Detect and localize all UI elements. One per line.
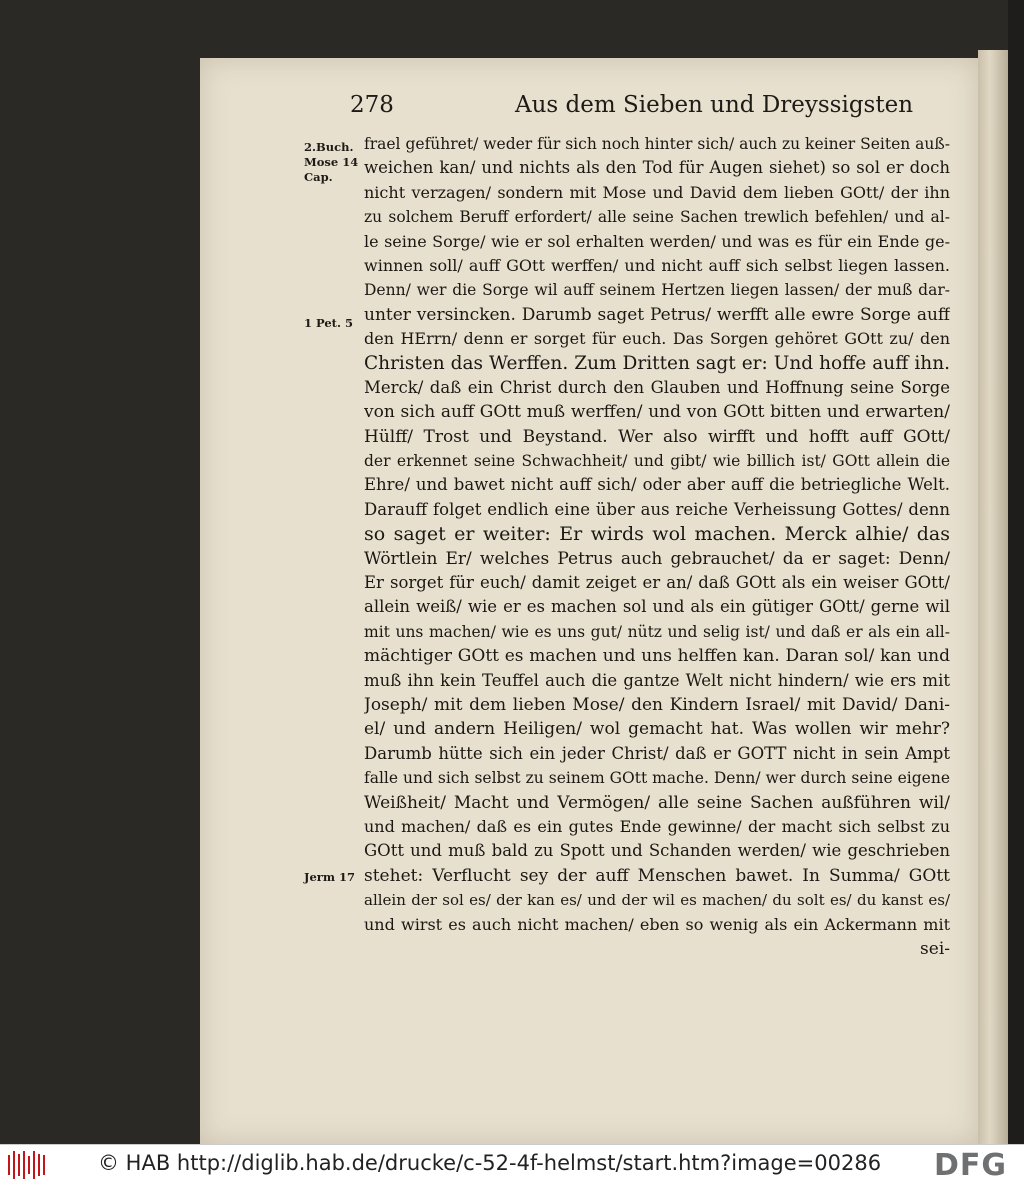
text-line: el/ und andern Heiligen/ wol gemacht hat. Was wollen wir mehr? xyxy=(364,719,950,740)
text-line: den HErrn/ denn er sorget für euch. Das Sorgen gehöret GOtt zu/ den xyxy=(364,329,950,349)
copyright-link[interactable]: © HAB http://diglib.hab.de/drucke/c-52-4f-helmst/start.htm?image=00286 xyxy=(98,1151,882,1175)
book-page xyxy=(200,58,978,1144)
book-page-edge xyxy=(978,50,1008,1144)
text-line: stehet: Verflucht sey der auff Menschen bawet. In Summa/ GOtt xyxy=(364,865,950,886)
text-line: von sich auff GOtt muß werffen/ und von GOtt bitten und erwarten/ xyxy=(364,402,950,423)
text-line: zu solchem Beruff erfordert/ alle seine Sachen trewlich befehlen/ und al- xyxy=(364,208,950,227)
text-line: Merck/ daß ein Christ durch den Glauben und Hoffnung seine Sorge xyxy=(364,377,950,397)
text-line: weichen kan/ und nichts als den Tod für Augen siehet) so sol er doch xyxy=(364,158,950,178)
page-header xyxy=(350,88,950,124)
text-line: und machen/ daß es ein gutes Ende gewinne/ der macht sich selbst zu xyxy=(364,816,950,836)
body-text xyxy=(364,132,950,961)
text-line: muß ihn kein Teuffel auch die gantze Welt nicht hindern/ wie ers mit xyxy=(364,670,950,690)
text-line: allein der sol es/ der kan es/ und der wil es machen/ du solt es/ du kanst es/ xyxy=(364,891,950,910)
margin-note: Jerm 17 xyxy=(304,870,355,884)
text-line: Christen das Werffen. Zum Dritten sagt er: Und hoffe auff ihn. xyxy=(364,352,950,374)
text-line: Denn/ wer die Sorge wil auff seinem Hertzen liegen lassen/ der muß dar- xyxy=(364,281,950,300)
text-line: mächtiger GOtt es machen und uns helffen kan. Daran sol/ kan und xyxy=(364,646,950,667)
hab-logo-icon xyxy=(8,1151,48,1179)
text-line: nicht verzagen/ sondern mit Mose und David dem lieben GOtt/ der ihn xyxy=(364,182,950,202)
text-line: Weißheit/ Macht und Vermögen/ alle seine Sachen außführen wil/ xyxy=(364,792,950,813)
text-line: Darumb hütte sich ein jeder Christ/ daß er GOTT nicht in sein Ampt xyxy=(364,743,950,763)
dfg-logo: DFG xyxy=(934,1148,1008,1183)
text-line: Wörtlein Er/ welches Petrus auch gebrauchet/ da er saget: Denn/ xyxy=(364,548,950,569)
page-number: 278 xyxy=(350,92,394,118)
text-line: Darauff folget endlich eine über aus reiche Verheissung Gottes/ denn xyxy=(364,499,950,519)
text-line: allein weiß/ wie er es machen sol und als ein gütiger GOtt/ gerne wil xyxy=(364,597,950,617)
text-line: Er sorget für euch/ damit zeiget er an/ daß GOtt als ein weiser GOtt/ xyxy=(364,573,950,593)
text-line: unter versincken. Darumb saget Petrus/ werfft alle ewre Sorge auff xyxy=(364,304,950,325)
margin-note: 2.Buch. Mose 14 Cap. xyxy=(304,140,359,184)
text-line: und wirst es auch nicht machen/ eben so wenig als ein Ackermann mit xyxy=(364,914,950,934)
text-line: Ehre/ und bawet nicht auff sich/ oder aber auff die betriegliche Welt. xyxy=(364,475,950,495)
scan-border xyxy=(1008,0,1024,1144)
text-line: falle und sich selbst zu seinem GOtt mache. Denn/ wer durch seine eigene xyxy=(364,769,950,788)
text-line: le seine Sorge/ wie er sol erhalten werden/ und was es für ein Ende ge- xyxy=(364,231,950,251)
margin-note: 1 Pet. 5 xyxy=(304,316,353,330)
text-line: so saget er weiter: Er wirds wol machen. Merck alhie/ das xyxy=(364,523,950,546)
text-line: Hülff/ Trost und Beystand. Wer also wirfft und hofft auff GOtt/ xyxy=(364,426,950,447)
text-line: GOtt und muß bald zu Spott und Schanden werden/ wie geschrieben xyxy=(364,841,950,861)
text-line: der erkennet seine Schwachheit/ und gibt/ wie billich ist/ GOtt allein die xyxy=(364,452,950,471)
text-line: mit uns machen/ wie es uns gut/ nütz und selig ist/ und daß er als ein all- xyxy=(364,622,950,641)
text-line: Joseph/ mit dem lieben Mose/ den Kindern Israel/ mit David/ Dani- xyxy=(364,694,950,715)
catchword: sei- xyxy=(920,938,950,959)
footer-bar xyxy=(0,1144,1024,1185)
text-line: winnen soll/ auff GOtt werffen/ und nicht auff sich selbst liegen lassen. xyxy=(364,255,950,275)
text-line: frael geführet/ weder für sich noch hinter sich/ auch zu keiner Seiten auß- xyxy=(364,135,950,153)
running-head: Aus dem Sieben und Dreyssigsten xyxy=(515,92,914,118)
